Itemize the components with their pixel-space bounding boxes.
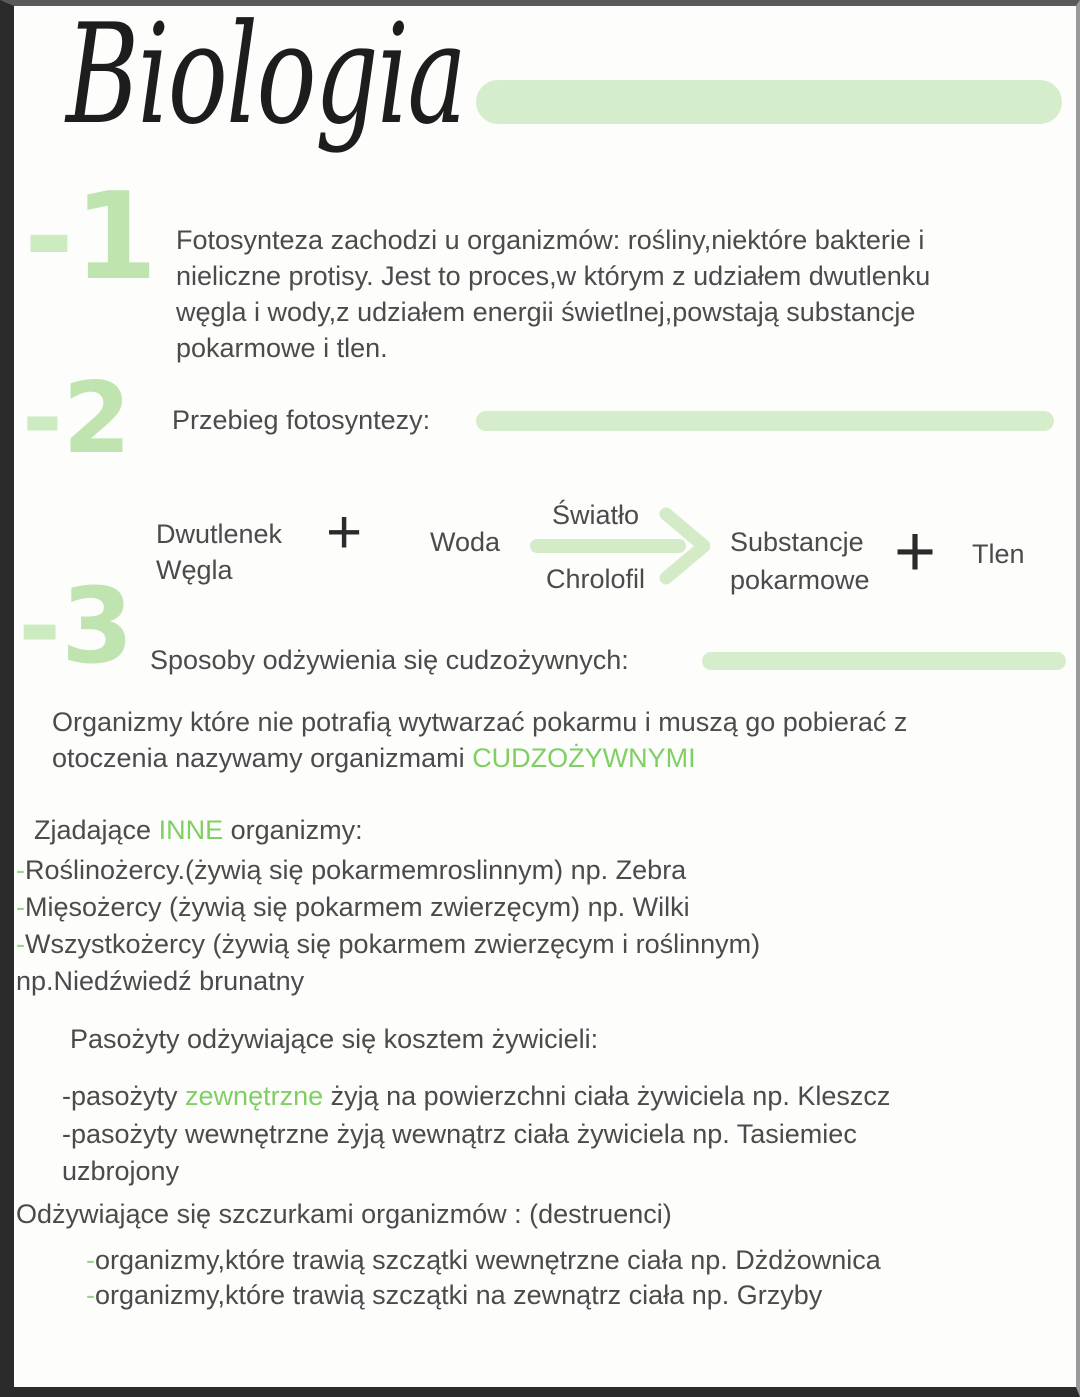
s3-intro-line-2 xyxy=(52,740,696,776)
s1-line-1: Fotosynteza zachodzi u organizmów: rośliny,niektóre bakterie i xyxy=(176,225,925,255)
group3-item-2 xyxy=(86,1277,822,1313)
heading-post: organizmy: xyxy=(223,815,363,845)
section-number-text: 3 xyxy=(61,565,134,687)
highlight-term: INNE xyxy=(158,815,224,845)
list-dash: - xyxy=(16,929,25,959)
list-item-pre: -pasożyty xyxy=(62,1081,186,1111)
list-item-text: organizmy,które trawią szczątki wewnętrzne ciała np. Dżdżownica xyxy=(95,1245,881,1275)
eq-plus-2: + xyxy=(894,512,937,592)
list-item-text: organizmy,które trawią szczątki na zewnątrz ciała np. Grzyby xyxy=(95,1280,823,1310)
eq-condition-top: Światło xyxy=(552,500,640,530)
eq-reactant-1-line-2: Węgla xyxy=(156,555,233,585)
eq-reactant-1-line-1: Dwutlenek xyxy=(156,519,283,549)
section-number-1 xyxy=(24,168,158,307)
group2-item-2-continuation: uzbrojony xyxy=(62,1156,180,1186)
group2-item-2: -pasożyty wewnętrzne żyją wewnątrz ciała żywiciela np. Tasiemiec xyxy=(62,1119,857,1149)
section-dash: - xyxy=(18,565,62,687)
list-dash: - xyxy=(86,1280,95,1310)
eq-reactant-2: Woda xyxy=(430,527,501,557)
section-dash: - xyxy=(24,168,74,307)
group3-heading: Odżywiające się szczurkami organizmów : (destruenci) xyxy=(16,1199,672,1229)
eq-product-2: Tlen xyxy=(972,539,1025,569)
list-dash: - xyxy=(16,892,25,922)
section-number-2 xyxy=(22,362,131,476)
title-highlight-bar xyxy=(476,80,1062,124)
group2-item-1 xyxy=(62,1078,890,1114)
intro-text: otoczenia nazywamy organizmami xyxy=(52,743,473,773)
eq-plus-1: + xyxy=(326,498,363,567)
list-item-text: Wszystkożercy (żywią się pokarmem zwierzęcym i roślinnym) xyxy=(25,929,761,959)
section-dash: - xyxy=(22,362,63,476)
s3-heading-highlight-bar xyxy=(702,652,1066,670)
list-dash: - xyxy=(16,855,25,885)
section-number-3 xyxy=(18,565,134,687)
list-dash: - xyxy=(86,1245,95,1275)
list-item-text: Mięsożercy (żywią się pokarmem zwierzęcym) np. Wilki xyxy=(25,892,690,922)
section-number-text: 1 xyxy=(73,168,158,307)
group1-item-2 xyxy=(16,889,690,925)
group3-item-1 xyxy=(86,1242,881,1278)
s3-intro-line-1: Organizmy które nie potrafią wytwarzać pokarmu i muszą go pobierać z xyxy=(52,707,908,737)
group1-heading xyxy=(34,812,363,848)
page-title: Biologia xyxy=(66,0,466,155)
s1-line-2: nieliczne protisy. Jest to proces,w którym z udziałem dwutlenku xyxy=(176,261,931,291)
s3-heading: Sposoby odżywienia się cudzożywnych: xyxy=(150,645,629,675)
highlight-term: zewnętrzne xyxy=(185,1081,324,1111)
group1-item-1 xyxy=(16,852,686,888)
group2-heading: Pasożyty odżywiające się kosztem żywicieli: xyxy=(70,1024,599,1054)
s1-line-3: węgla i wody,z udziałem energii świetlnej,powstają substancje xyxy=(176,297,916,327)
group1-item-3-continuation: np.Niedźwiedź brunatny xyxy=(16,966,305,996)
group1-item-3 xyxy=(16,926,760,962)
s2-heading: Przebieg fotosyntezy: xyxy=(172,405,431,435)
eq-product-1-line-2: pokarmowe xyxy=(730,565,870,595)
list-item-post: żyją na powierzchni ciała żywiciela np. Kleszcz xyxy=(323,1081,891,1111)
eq-condition-bottom: Chrolofil xyxy=(546,564,646,594)
section-number-text: 2 xyxy=(62,362,131,476)
highlight-term: CUDZOŻYWNYMI xyxy=(472,743,696,773)
s2-heading-highlight-bar xyxy=(476,411,1054,431)
s1-line-4: pokarmowe i tlen. xyxy=(176,333,388,363)
heading-pre: Zjadające xyxy=(34,815,159,845)
list-item-text: Roślinożercy.(żywią się pokarmemroslinnym) np. Zebra xyxy=(25,855,687,885)
eq-product-1-line-1: Substancje xyxy=(730,527,864,557)
